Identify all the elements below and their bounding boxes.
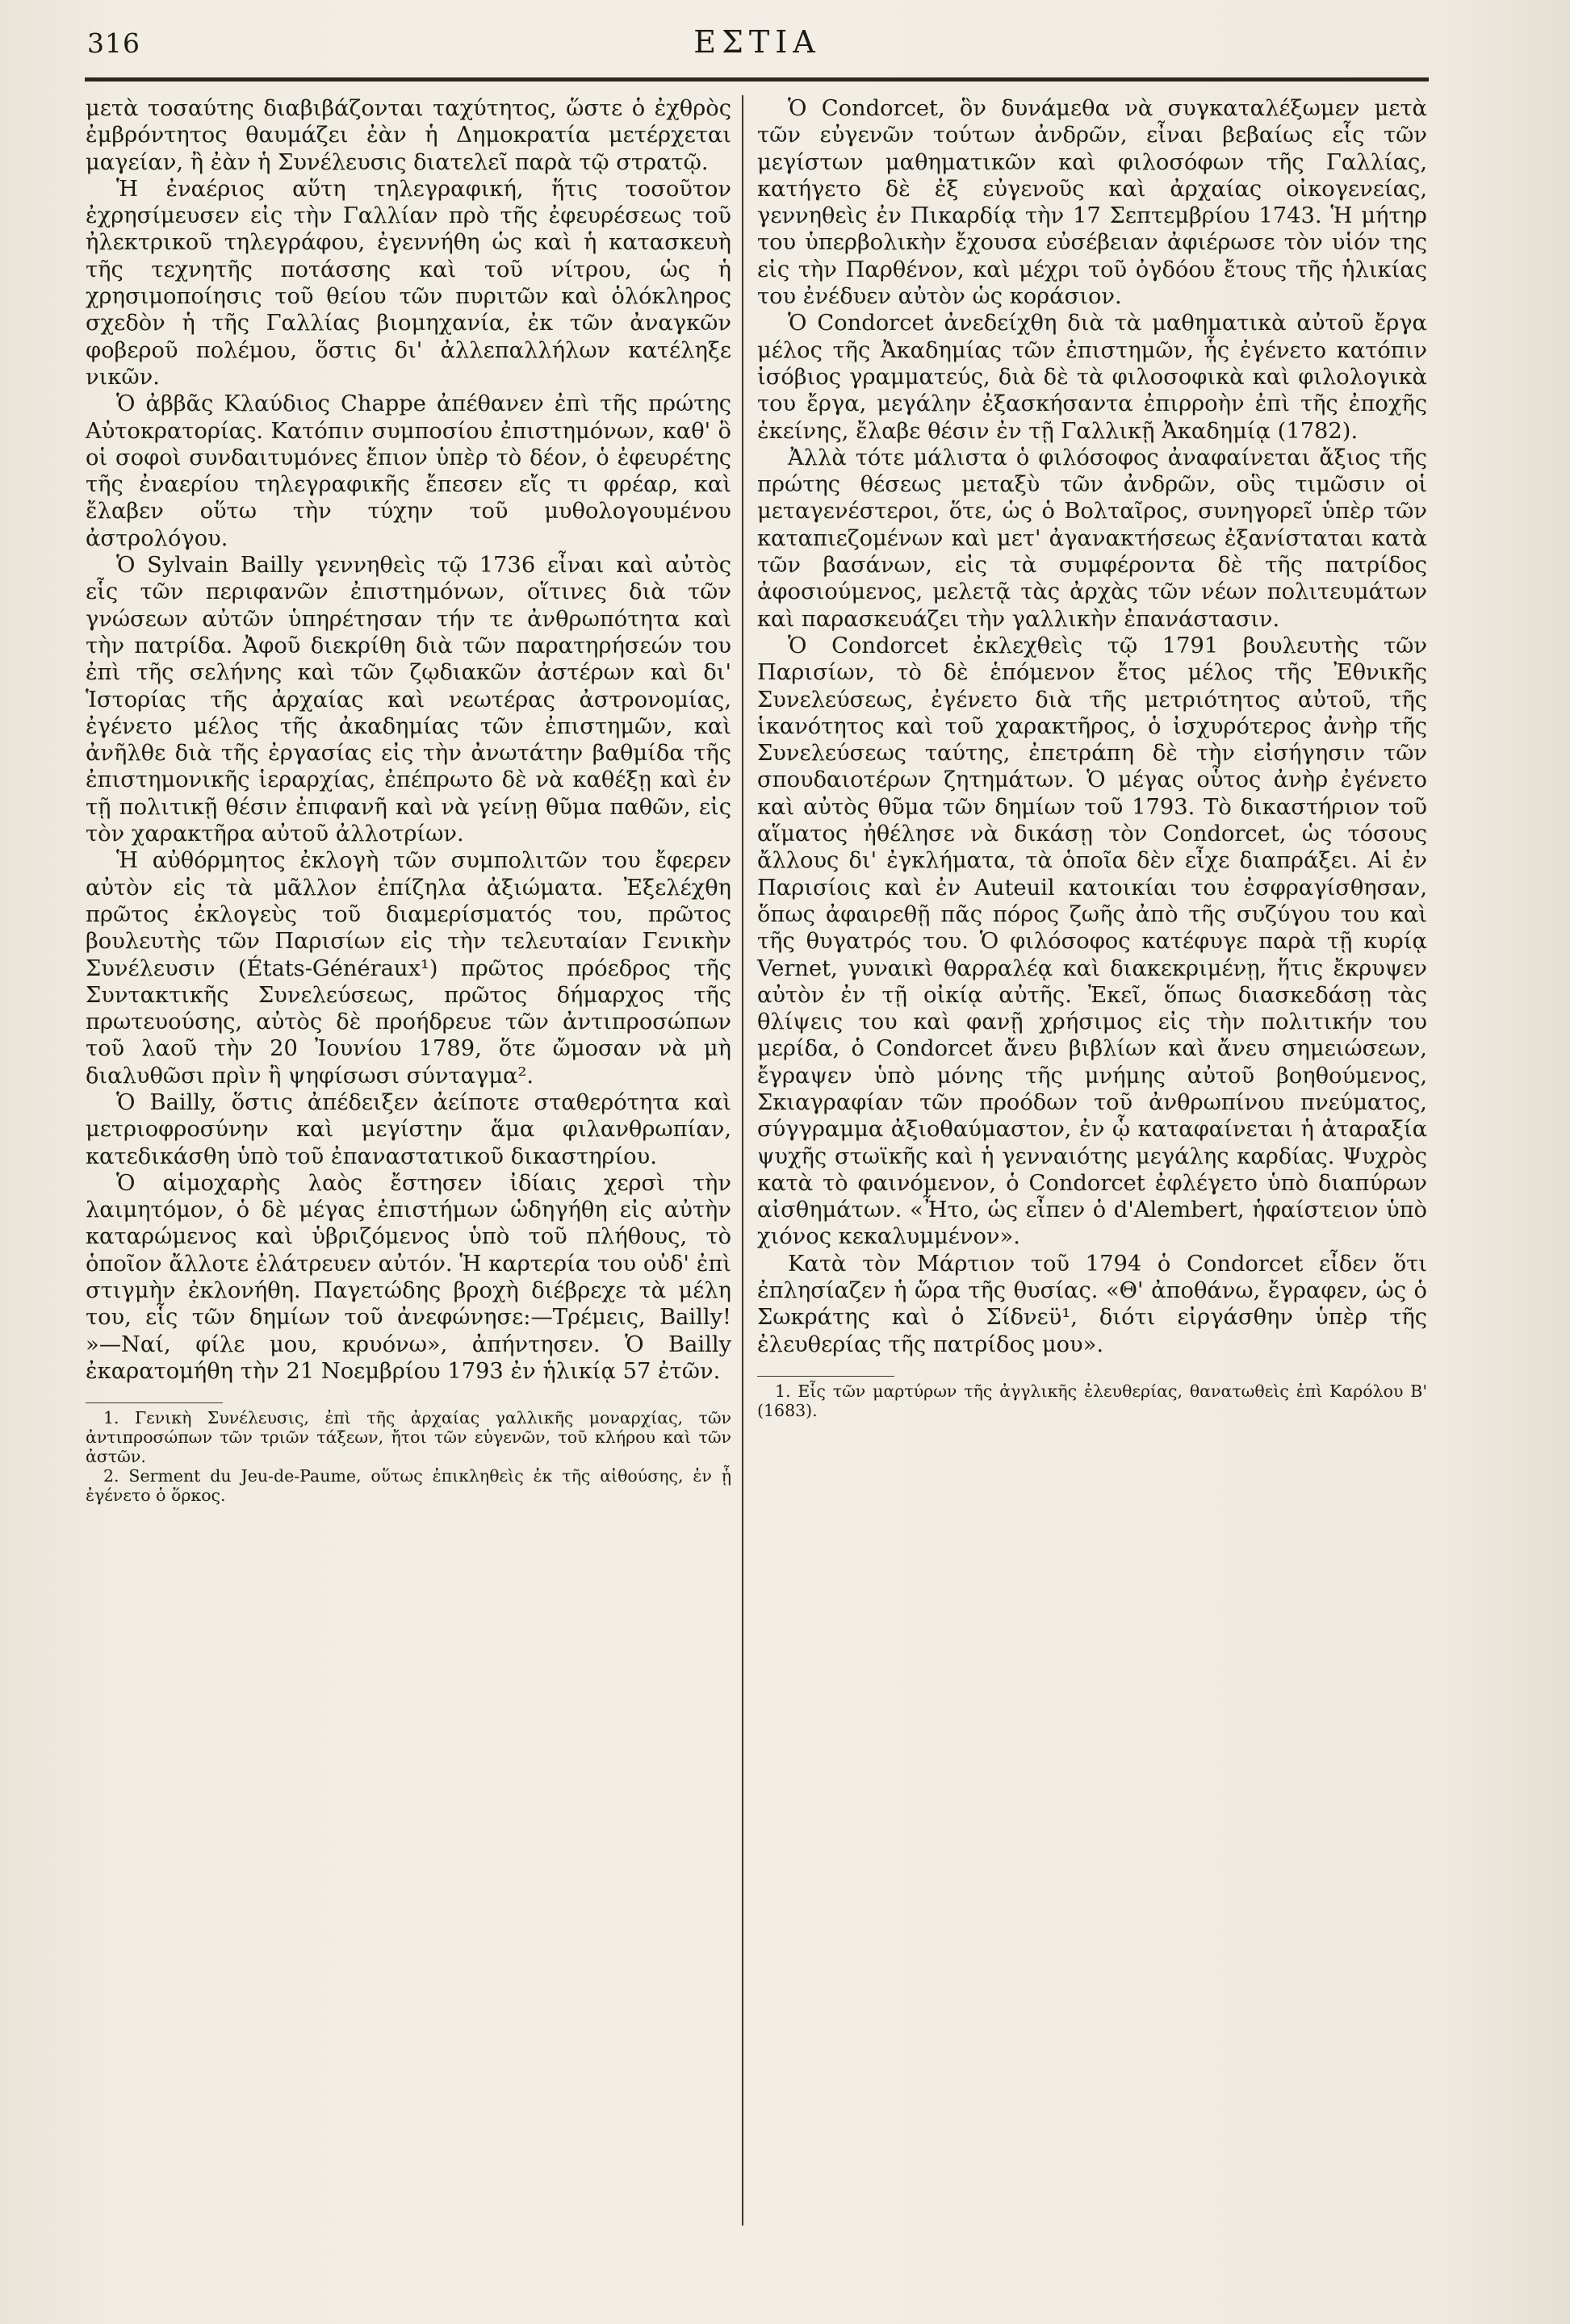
paragraph: Ὁ Sylvain Bailly γεννηθεὶς τῷ 1736 εἶναι καὶ αὐτὸς εἷς τῶν περιφανῶν ἐπιστημόνων, οἵτινες διὰ τῶν γνώσεων αὐτῶν ὑπηρέτησαν τήν τε ἀνθρωπότητα καὶ τὴν πατρίδα. Ἀφοῦ διεκρίθη διὰ τῶν παρατηρήσεών του ἐπὶ τῆς σελήνης καὶ τῶν ζῳδιακῶν ἀστέρων καὶ δι' Ἱστορίας τῆς ἀρχαίας καὶ νεωτέρας ἀστρονομίας, ἐγένετο μέλος τῆς ἀκαδημίας τῶν ἐπιστημῶν, καὶ ἀνῆλθε διὰ τῆς ἐργασίας εἰς τὴν ἀνωτάτην βαθμίδα τῆς ἐπιστημονικῆς ἱεραρχίας, ἐπέπρωτο δὲ νὰ καθέξῃ καὶ ἐν τῇ πολιτικῇ θέσιν ἐπιφανῆ καὶ νὰ γείνῃ θῦμα παθῶν, εἰς τὸν χαρακτῆρα αὐτοῦ ἀλλοτρίων. bbox=[86, 553, 731, 847]
paragraph: Ἡ ἐναέριος αὕτη τηλεγραφική, ἥτις τοσοῦτον ἐχρησίμευσεν εἰς τὴν Γαλλίαν πρὸ τῆς ἐφευρέσεως τοῦ ἠλεκτρικοῦ τηλεγράφου, ἐγεννήθη ὡς καὶ ἡ κατασκευὴ τῆς τεχνητῆς ποτάσσης καὶ τοῦ νίτρου, ὡς ἡ χρησιμοποίησις τοῦ θείου τῶν πυριτῶν καὶ ὁλόκληρος σχεδὸν ἡ τῆς Γαλλίας βιομηχανία, ἐκ τῶν ἀναγκῶν φοβεροῦ πολέμου, ὅστις δι' ἀλλεπαλλήλων κατέληξε νικῶν. bbox=[86, 176, 731, 390]
paragraph: Ἡ αὐθόρμητος ἐκλογὴ τῶν συμπολιτῶν του ἔφερεν αὐτὸν εἰς τὰ μᾶλλον ἐπίζηλα ἀξιώματα. Ἐξελέχθη πρῶτος ἐκλογεὺς τοῦ διαμερίσματός του, πρῶτος βουλευτὴς τῶν Παρισίων εἰς τὴν τελευταίαν Γενικὴν Συνέλευσιν (États-Généraux¹) πρῶτος πρόεδρος τῆς Συντακτικῆς Συνελεύσεως, πρῶτος δήμαρχος τῆς πρωτευούσης, αὐτὸς δὲ προήδρευε τῶν ἀντιπροσώπων τοῦ λαοῦ τὴν 20 Ἰουνίου 1789, ὅτε ὤμοσαν νὰ μὴ διαλυθῶσι πρὶν ἢ ψηφίσωσι σύνταγμα². bbox=[86, 848, 731, 1089]
column-divider bbox=[742, 95, 743, 2226]
right-column bbox=[757, 95, 1427, 1420]
page-header bbox=[87, 24, 1427, 65]
footnote: 1. Γενικὴ Συνέλευσις, ἐπὶ τῆς ἀρχαίας γαλλικῆς μοναρχίας, τῶν ἀντιπροσώπων τῶν τριῶν τάξεων, ἤτοι τῶν εὐγενῶν, τοῦ κλήρου καὶ τῶν ἀστῶν. bbox=[86, 1408, 731, 1467]
header-rule bbox=[85, 77, 1429, 82]
journal-title: ΕΣΤΙΑ bbox=[693, 24, 821, 60]
paragraph: Κατὰ τὸν Μάρτιον τοῦ 1794 ὁ Condorcet εἶδεν ὅτι ἐπλησίαζεν ἡ ὥρα τῆς θυσίας. «Θ' ἀποθάνω, ἔγραφεν, ὡς ὁ Σωκράτης καὶ ὁ Σίδνεϋ¹, διότι εἰργάσθην ὑπὲρ τῆς ἐλευθερίας τῆς πατρίδος μου». bbox=[757, 1251, 1427, 1357]
paragraph: Ὁ Condorcet, ὃν δυνάμεθα νὰ συγκαταλέξωμεν μετὰ τῶν εὐγενῶν τούτων ἀνδρῶν, εἶναι βεβαίως εἷς τῶν μεγίστων μαθηματικῶν καὶ φιλοσόφων τῆς Γαλλίας, κατήγετο δὲ ἐξ εὐγενοῦς καὶ ἀρχαίας οἰκογενείας, γεννηθεὶς ἐν Πικαρδίᾳ τὴν 17 Σεπτεμβρίου 1743. Ἡ μήτηρ του ὑπερβολικὴν ἔχουσα εὐσέβειαν ἀφιέρωσε τὸν υἱόν της εἰς τὴν Παρθένον, καὶ μέχρι τοῦ ὀγδόου ἔτους τῆς ἡλικίας του ἐνέδυεν αὐτὸν ὡς κοράσιον. bbox=[757, 96, 1427, 310]
page-number: 316 bbox=[87, 27, 140, 59]
left-column bbox=[86, 95, 731, 1505]
paragraph: Ὁ αἱμοχαρὴς λαὸς ἔστησεν ἰδίαις χερσὶ τὴν λαιμητόμον, ὁ δὲ μέγας ἐπιστήμων ὡδηγήθη εἰς αὐτὴν καταρώμενος καὶ ὑβριζόμενος ὑπὸ τοῦ πλήθους, τὸ ὁποῖον ἄλλοτε ἐλάτρευεν αὐτόν. Ἡ καρτερία του οὐδ' ἐπὶ στιγμὴν ἐκλονήθη. Παγετώδης βροχὴ διέβρεχε τὰ μέλη του, εἷς τῶν δημίων τοῦ ἀνεφώνησε:—Τρέμεις, Bailly! »—Ναί, φίλε μου, κρυόνω», ἀπήντησεν. Ὁ Bailly ἐκαρατομήθη τὴν 21 Νοεμβρίου 1793 ἐν ἡλικίᾳ 57 ἐτῶν. bbox=[86, 1170, 731, 1384]
paragraph: Ὁ Condorcet ἐκλεχθεὶς τῷ 1791 βουλευτὴς τῶν Παρισίων, τὸ δὲ ἑπόμενον ἔτος μέλος τῆς Ἐθνικῆς Συνελεύσεως, ἐγένετο διὰ τῆς μετριότητος αὐτοῦ, τῆς ἱκανότητος καὶ τοῦ χαρακτῆρος, ὁ ἰσχυρότερος ἀνὴρ τῆς Συνελεύσεως ταύτης, ἐπετράπη δὲ τὴν εἰσήγησιν τῶν σπουδαιοτέρων ζητημάτων. Ὁ μέγας οὗτος ἀνὴρ ἐγένετο καὶ αὐτὸς θῦμα τῶν δημίων τοῦ 1793. Τὸ δικαστήριον τοῦ αἵματος ἠθέλησε νὰ δικάσῃ τὸν Condorcet, ὡς τόσους ἄλλους δι' ἐγκλήματα, τὰ ὁποῖα δὲν εἶχε διαπράξει. Αἱ ἐν Παρισίοις καὶ ἐν Auteuil κατοικίαι του ἐσφραγίσθησαν, ὅπως ἀφαιρεθῇ πᾶς πόρος ζωῆς ἀπὸ τῆς συζύγου του καὶ τῆς θυγατρός του. Ὁ φιλόσοφος κατέφυγε παρὰ τῇ κυρίᾳ Vernet, γυναικὶ θαρραλέᾳ καὶ διακεκριμένῃ, ἥτις ἔκρυψεν αὐτὸν ἐν τῇ οἰκίᾳ αὐτῆς. Ἐκεῖ, ὅπως διασκεδάσῃ τὰς θλίψεις του καὶ φανῇ χρήσιμος εἰς τὴν πολιτικήν του μερίδα, ὁ Condorcet ἄνευ βιβλίων καὶ ἄνευ σημειώσεων, ἔγραψεν ὑπὸ μόνης τῆς μνήμης αὐτοῦ βοηθούμενος, Σκιαγραφίαν τῶν προόδων τοῦ ἀνθρωπίνου πνεύματος, σύγγραμμα ἀξιοθαύμαστον, ἐν ᾧ καταφαίνεται ἡ ἀταραξία ψυχῆς στωϊκῆς καὶ ἡ γενναιότης μεγάλης καρδίας. Ψυχρὸς κατὰ τὸ φαινόμενον, ὁ Condorcet ἐφλέγετο ὑπὸ διαπύρων αἰσθημάτων. «Ἦτο, ὡς εἶπεν ὁ d'Alembert, ἡφαίστειον ὑπὸ χιόνος κεκαλυμμένον». bbox=[757, 633, 1427, 1250]
paragraph: Ὁ ἀββᾶς Κλαύδιος Chappe ἀπέθανεν ἐπὶ τῆς πρώτης Αὐτοκρατορίας. Κατόπιν συμποσίου ἐπιστημόνων, καθ' ὃ οἱ σοφοὶ συνδαιτυμόνες ἔπιον ὑπὲρ τὸ δέον, ὁ ἐφευρέτης τῆς ἐναερίου τηλεγραφικῆς ἔπεσεν εἴς τι φρέαρ, καὶ ἔλαβεν οὕτω τὴν τύχην τοῦ μυθολογουμένου ἀστρολόγου. bbox=[86, 391, 731, 551]
paragraph: Ὁ Bailly, ὅστις ἀπέδειξεν ἀείποτε σταθερότητα καὶ μετριοφροσύνην καὶ μεγίστην ἅμα φιλανθρωπίαν, κατεδικάσθη ὑπὸ τοῦ ἐπαναστατικοῦ δικαστηρίου. bbox=[86, 1089, 731, 1169]
paragraph: Ὁ Condorcet ἀνεδείχθη διὰ τὰ μαθηματικὰ αὐτοῦ ἔργα μέλος τῆς Ἀκαδημίας τῶν ἐπιστημῶν, ἧς ἐγένετο κατόπιν ἰσόβιος γραμματεύς, διὰ δὲ τὰ φιλοσοφικὰ καὶ φιλολογικὰ του ἔργα, μεγάλην ἐξασκήσαντα ἐπιρροὴν ἐπὶ τῆς ἐποχῆς ἐκείνης, ἔλαβε θέσιν ἐν τῇ Γαλλικῇ Ἀκαδημίᾳ (1782). bbox=[757, 311, 1427, 444]
footnote: 2. Serment du Jeu-de-Paume, οὕτως ἐπικληθεὶς ἐκ τῆς αἰθούσης, ἐν ᾗ ἐγένετο ὁ ὅρκος. bbox=[86, 1466, 731, 1506]
footnote: 1. Εἷς τῶν μαρτύρων τῆς ἀγγλικῆς ἐλευθερίας, θανατωθεὶς ἐπὶ Καρόλου Β' (1683). bbox=[757, 1381, 1427, 1420]
footnote-rule bbox=[757, 1376, 894, 1377]
footnote-rule bbox=[86, 1402, 223, 1403]
paragraph: μετὰ τοσαύτης διαβιβάζονται ταχύτητος, ὥστε ὁ ἐχθρὸς ἐμβρόντητος θαυμάζει ἐὰν ἡ Δημοκρατία μετέρχεται μαγείαν, ἢ ἐὰν ἡ Συνέλευσις διατελεῖ παρὰ τῷ στρατῷ. bbox=[86, 96, 731, 175]
paragraph: Ἀλλὰ τότε μάλιστα ὁ φιλόσοφος ἀναφαίνεται ἄξιος τῆς πρώτης θέσεως μεταξὺ τῶν ἀνδρῶν, οὓς τιμῶσιν οἱ μεταγενέστεροι, ὅτε, ὡς ὁ Βολταῖρος, συνηγορεῖ ὑπὲρ τῶν καταπιεζομένων καὶ μετ' ἀγανακτήσεως ἐξανίσταται κατὰ τῶν βασάνων, εἰς τὰ συμφέροντα δὲ τῆς πατρίδος ἀφοσιούμενος, μελετᾷ τὰς ἀρχὰς τῶν νέων πολιτευμάτων καὶ παρασκευάζει τὴν γαλλικὴν ἐπανάστασιν. bbox=[757, 445, 1427, 632]
